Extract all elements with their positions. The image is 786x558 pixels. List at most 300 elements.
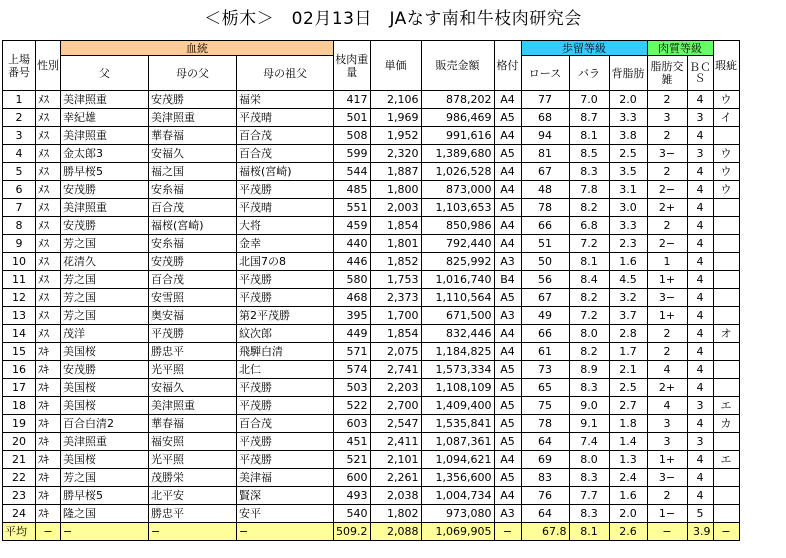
- cell-avg-sex: −: [36, 523, 61, 541]
- cell-mothers-grandfather: 百合茂: [237, 145, 334, 163]
- cell-avg-back-fat: 2.6: [609, 523, 647, 541]
- cell-bcs: 4: [687, 325, 713, 343]
- cell-loin: 67: [521, 289, 569, 307]
- cell-marbling: 2: [647, 325, 687, 343]
- cell-father: 花清久: [61, 253, 149, 271]
- cell-sales: 878,202: [421, 91, 494, 109]
- cell-rib: 8.0: [569, 451, 609, 469]
- cell-grade: A5: [494, 361, 521, 379]
- cell-bcs: 4: [687, 307, 713, 325]
- cell-defect: イ: [713, 109, 739, 127]
- cell-sales: 991,616: [421, 127, 494, 145]
- cell-marbling: 2: [647, 217, 687, 235]
- cell-loin: 75: [521, 397, 569, 415]
- cell-grade: A4: [494, 217, 521, 235]
- cell-loin: 49: [521, 307, 569, 325]
- table-row: [3, 109, 740, 127]
- cell-rib: 7.7: [569, 487, 609, 505]
- cell-bcs: 4: [687, 361, 713, 379]
- cell-sex: ﾒｽ: [36, 217, 61, 235]
- cell-father: 勝早桜5: [61, 487, 149, 505]
- page-title: ＜栃木＞ 02月13日 JAなす南和牛枝肉研究会: [204, 9, 582, 29]
- cell-grade: A5: [494, 289, 521, 307]
- cell-father: 美津照重: [61, 127, 149, 145]
- cell-weight: 544: [334, 163, 371, 181]
- cell-lot-no: 8: [3, 217, 36, 235]
- cell-mothers-father: 福桜(宮崎): [149, 217, 237, 235]
- cell-weight: 599: [334, 145, 371, 163]
- cell-bcs: 4: [687, 451, 713, 469]
- cell-marbling: 3: [647, 433, 687, 451]
- cell-defect: [713, 127, 739, 145]
- cell-bcs: 4: [687, 235, 713, 253]
- cell-bcs: 4: [687, 487, 713, 505]
- cell-mothers-grandfather: 美津福: [237, 469, 334, 487]
- cell-defect: [713, 361, 739, 379]
- cell-unit-price: 2,741: [370, 361, 421, 379]
- cell-sales: 1,094,621: [421, 451, 494, 469]
- cell-sex: ｽｷ: [36, 343, 61, 361]
- cell-lot-no: 23: [3, 487, 36, 505]
- cell-grade: A5: [494, 379, 521, 397]
- cell-mothers-father: 光平照: [149, 361, 237, 379]
- cell-father: 美津照重: [61, 91, 149, 109]
- cell-lot-no: 21: [3, 451, 36, 469]
- cell-rib: 7.4: [569, 433, 609, 451]
- cell-rib: 8.4: [569, 271, 609, 289]
- cell-mothers-father: 福之国: [149, 163, 237, 181]
- cell-rib: 7.0: [569, 91, 609, 109]
- cell-grade: B4: [494, 271, 521, 289]
- table-row: [3, 235, 740, 253]
- cell-back-fat: 2.5: [609, 145, 647, 163]
- cell-bcs: 3: [687, 109, 713, 127]
- cell-sex: ｽｷ: [36, 415, 61, 433]
- cell-mothers-father: 安糸福: [149, 181, 237, 199]
- cell-avg-unit-price: 2,088: [370, 523, 421, 541]
- cell-sales: 986,469: [421, 109, 494, 127]
- cell-rib: 6.8: [569, 217, 609, 235]
- table-row: [3, 127, 740, 145]
- cell-marbling: 3−: [647, 469, 687, 487]
- cell-avg-mothers-father: −: [149, 523, 237, 541]
- cell-marbling: 2: [647, 163, 687, 181]
- cell-marbling: 2: [647, 343, 687, 361]
- table-row: [3, 451, 740, 469]
- cell-sales: 825,992: [421, 253, 494, 271]
- table-row: [3, 415, 740, 433]
- cell-defect: ウ: [713, 145, 739, 163]
- average-row: [3, 523, 740, 541]
- table-row: [3, 433, 740, 451]
- cell-rib: 8.7: [569, 109, 609, 127]
- cell-defect: [713, 487, 739, 505]
- cell-sales: 1,026,528: [421, 163, 494, 181]
- cell-unit-price: 2,075: [370, 343, 421, 361]
- cell-sales: 1,535,841: [421, 415, 494, 433]
- cell-sales: 1,573,334: [421, 361, 494, 379]
- cell-unit-price: 2,320: [370, 145, 421, 163]
- cell-rib: 8.1: [569, 253, 609, 271]
- cell-unit-price: 1,753: [370, 271, 421, 289]
- cell-loin: 76: [521, 487, 569, 505]
- cell-marbling: 1+: [647, 307, 687, 325]
- header-marbling: 脂肪交雑: [647, 56, 687, 91]
- cell-bcs: 4: [687, 253, 713, 271]
- table-row: [3, 199, 740, 217]
- cell-loin: 77: [521, 91, 569, 109]
- cell-bcs: 4: [687, 415, 713, 433]
- cell-grade: A4: [494, 181, 521, 199]
- cell-loin: 51: [521, 235, 569, 253]
- cell-grade: A4: [494, 127, 521, 145]
- cell-mothers-father: 安雪照: [149, 289, 237, 307]
- cell-weight: 540: [334, 505, 371, 523]
- header-sales: 販売金額: [421, 41, 494, 91]
- cell-grade: A5: [494, 469, 521, 487]
- cell-mothers-father: 勝忠平: [149, 505, 237, 523]
- cell-defect: [713, 289, 739, 307]
- cell-sex: ﾒｽ: [36, 235, 61, 253]
- cell-mothers-father: 安福久: [149, 145, 237, 163]
- cell-father: 金太郎3: [61, 145, 149, 163]
- cell-father: 安茂勝: [61, 217, 149, 235]
- cell-marbling: 4: [647, 397, 687, 415]
- cell-back-fat: 3.8: [609, 127, 647, 145]
- cell-rib: 7.2: [569, 307, 609, 325]
- cell-grade: A4: [494, 487, 521, 505]
- cell-lot-no: 9: [3, 235, 36, 253]
- cell-avg-defect: −: [713, 523, 739, 541]
- header-weight: 枝肉重量: [334, 41, 371, 91]
- cell-weight: 571: [334, 343, 371, 361]
- cell-lot-no: 11: [3, 271, 36, 289]
- cell-lot-no: 15: [3, 343, 36, 361]
- cell-mothers-father: 百合茂: [149, 199, 237, 217]
- cell-grade: A4: [494, 325, 521, 343]
- cell-grade: A4: [494, 343, 521, 361]
- cell-unit-price: 1,969: [370, 109, 421, 127]
- cell-mothers-father: 美津照重: [149, 397, 237, 415]
- cell-back-fat: 2.0: [609, 505, 647, 523]
- cell-avg-father: −: [61, 523, 149, 541]
- cell-unit-price: 1,801: [370, 235, 421, 253]
- cell-lot-no: 16: [3, 361, 36, 379]
- cell-loin: 64: [521, 505, 569, 523]
- cell-weight: 508: [334, 127, 371, 145]
- cell-father: 勝早桜5: [61, 163, 149, 181]
- cell-defect: エ: [713, 451, 739, 469]
- cell-defect: エ: [713, 397, 739, 415]
- cell-marbling: 3−: [647, 289, 687, 307]
- cell-grade: A4: [494, 91, 521, 109]
- cell-bcs: 4: [687, 469, 713, 487]
- cell-weight: 503: [334, 379, 371, 397]
- cell-mothers-father: 安茂勝: [149, 91, 237, 109]
- cell-lot-no: 24: [3, 505, 36, 523]
- table-row: [3, 487, 740, 505]
- cell-loin: 67: [521, 163, 569, 181]
- cell-father: 芳之国: [61, 307, 149, 325]
- cell-defect: [713, 199, 739, 217]
- table-row: [3, 181, 740, 199]
- cell-sex: ﾒｽ: [36, 289, 61, 307]
- cell-father: 芳之国: [61, 271, 149, 289]
- cell-mothers-grandfather: 平茂勝: [237, 379, 334, 397]
- cell-bcs: 4: [687, 289, 713, 307]
- cell-bcs: 4: [687, 343, 713, 361]
- cell-back-fat: 3.0: [609, 199, 647, 217]
- cell-weight: 451: [334, 433, 371, 451]
- cell-bcs: 4: [687, 127, 713, 145]
- cell-lot-no: 6: [3, 181, 36, 199]
- cell-mothers-grandfather: 平茂勝: [237, 271, 334, 289]
- cell-lot-no: 5: [3, 163, 36, 181]
- cell-mothers-father: 平茂勝: [149, 325, 237, 343]
- cell-sales: 1,087,361: [421, 433, 494, 451]
- cell-unit-price: 1,700: [370, 307, 421, 325]
- cell-sales: 832,446: [421, 325, 494, 343]
- cell-back-fat: 2.4: [609, 469, 647, 487]
- cell-sales: 792,440: [421, 235, 494, 253]
- cell-unit-price: 1,952: [370, 127, 421, 145]
- header-mothers-father: 母の父: [149, 56, 237, 91]
- cell-mothers-grandfather: 平茂晴: [237, 199, 334, 217]
- cell-rib: 8.3: [569, 163, 609, 181]
- cell-unit-price: 2,038: [370, 487, 421, 505]
- cell-defect: ウ: [713, 91, 739, 109]
- cell-lot-no: 3: [3, 127, 36, 145]
- cell-back-fat: 1.7: [609, 343, 647, 361]
- cell-sales: 1,389,680: [421, 145, 494, 163]
- cell-sex: ﾒｽ: [36, 325, 61, 343]
- cell-lot-no: 22: [3, 469, 36, 487]
- cell-defect: ウ: [713, 181, 739, 199]
- cell-loin: 69: [521, 451, 569, 469]
- cell-weight: 417: [334, 91, 371, 109]
- cell-defect: [713, 235, 739, 253]
- cell-mothers-grandfather: 第2平茂勝: [237, 307, 334, 325]
- cell-sales: 1,110,564: [421, 289, 494, 307]
- cell-loin: 73: [521, 361, 569, 379]
- cell-grade: A4: [494, 163, 521, 181]
- cell-mothers-father: 福安照: [149, 433, 237, 451]
- cell-sex: ｽｷ: [36, 505, 61, 523]
- cell-sex: ｽｷ: [36, 469, 61, 487]
- cell-grade: A5: [494, 397, 521, 415]
- cell-sex: ｽｷ: [36, 361, 61, 379]
- cell-sales: 1,004,734: [421, 487, 494, 505]
- cell-bcs: 3: [687, 145, 713, 163]
- cell-marbling: 1: [647, 253, 687, 271]
- cell-defect: [713, 379, 739, 397]
- cell-defect: ウ: [713, 163, 739, 181]
- table-row: [3, 505, 740, 523]
- cell-lot-no: 7: [3, 199, 36, 217]
- cell-loin: 66: [521, 217, 569, 235]
- cell-sales: 973,080: [421, 505, 494, 523]
- cell-marbling: 1−: [647, 505, 687, 523]
- cell-lot-no: 20: [3, 433, 36, 451]
- table-row: [3, 325, 740, 343]
- cell-defect: [713, 505, 739, 523]
- cell-unit-price: 1,802: [370, 505, 421, 523]
- cell-sex: ﾒｽ: [36, 91, 61, 109]
- cell-lot-no: 13: [3, 307, 36, 325]
- cell-mothers-grandfather: 平茂勝: [237, 433, 334, 451]
- cell-weight: 449: [334, 325, 371, 343]
- cell-sales: 1,184,825: [421, 343, 494, 361]
- cell-rib: 8.3: [569, 505, 609, 523]
- cell-father: 安茂勝: [61, 181, 149, 199]
- cell-loin: 81: [521, 145, 569, 163]
- cell-father: 百合白清2: [61, 415, 149, 433]
- cell-defect: [713, 469, 739, 487]
- cell-father: 美津照重: [61, 199, 149, 217]
- cell-marbling: 2: [647, 487, 687, 505]
- cell-grade: A4: [494, 235, 521, 253]
- cell-unit-price: 1,800: [370, 181, 421, 199]
- cell-marbling: 3: [647, 109, 687, 127]
- cell-marbling: 1+: [647, 451, 687, 469]
- cell-father: 美国桜: [61, 379, 149, 397]
- table-row: [3, 397, 740, 415]
- cell-sex: ｽｷ: [36, 451, 61, 469]
- cell-unit-price: 1,854: [370, 217, 421, 235]
- cell-weight: 395: [334, 307, 371, 325]
- cell-back-fat: 2.7: [609, 397, 647, 415]
- cell-sales: 1,409,400: [421, 397, 494, 415]
- header-loin: ロース: [521, 56, 569, 91]
- cell-rib: 7.2: [569, 235, 609, 253]
- cell-father: 美国桜: [61, 343, 149, 361]
- cell-marbling: 3: [647, 415, 687, 433]
- cell-bcs: 4: [687, 199, 713, 217]
- cell-back-fat: 2.5: [609, 379, 647, 397]
- cell-father: 芳之国: [61, 469, 149, 487]
- cell-lot-no: 2: [3, 109, 36, 127]
- cell-back-fat: 3.3: [609, 217, 647, 235]
- cell-weight: 468: [334, 289, 371, 307]
- cell-weight: 600: [334, 469, 371, 487]
- cell-weight: 521: [334, 451, 371, 469]
- cell-defect: [713, 271, 739, 289]
- header-grade: 格付: [494, 41, 521, 91]
- cell-back-fat: 3.1: [609, 181, 647, 199]
- cell-defect: [713, 343, 739, 361]
- cell-mothers-grandfather: 平茂勝: [237, 181, 334, 199]
- cell-weight: 522: [334, 397, 371, 415]
- cell-marbling: 3−: [647, 145, 687, 163]
- cell-sales: 671,500: [421, 307, 494, 325]
- cell-avg-marbling: −: [647, 523, 687, 541]
- cell-rib: 8.3: [569, 379, 609, 397]
- cell-weight: 493: [334, 487, 371, 505]
- cell-back-fat: 2.1: [609, 361, 647, 379]
- cell-mothers-grandfather: 大将: [237, 217, 334, 235]
- cell-rib: 7.8: [569, 181, 609, 199]
- cell-rib: 9.1: [569, 415, 609, 433]
- table-row: [3, 289, 740, 307]
- cell-back-fat: 3.3: [609, 109, 647, 127]
- cell-defect: [713, 253, 739, 271]
- cell-bcs: 4: [687, 271, 713, 289]
- cell-grade: A5: [494, 433, 521, 451]
- cell-bcs: 4: [687, 91, 713, 109]
- cell-grade: A3: [494, 253, 521, 271]
- cell-father: 芳之国: [61, 235, 149, 253]
- table-row: [3, 145, 740, 163]
- header-unit-price: 単価: [370, 41, 421, 91]
- cell-mothers-grandfather: 平茂勝: [237, 451, 334, 469]
- header-defect: 瑕疵: [713, 41, 739, 91]
- table-row: [3, 91, 740, 109]
- cell-sex: ｽｷ: [36, 379, 61, 397]
- cell-lot-no: 19: [3, 415, 36, 433]
- cell-loin: 83: [521, 469, 569, 487]
- cell-weight: 551: [334, 199, 371, 217]
- cell-back-fat: 1.3: [609, 451, 647, 469]
- cell-mothers-grandfather: 福桜(宮崎): [237, 163, 334, 181]
- cell-mothers-grandfather: 百合茂: [237, 415, 334, 433]
- cell-marbling: 2: [647, 91, 687, 109]
- cell-sex: ﾒｽ: [36, 199, 61, 217]
- cell-grade: A3: [494, 307, 521, 325]
- cell-unit-price: 2,700: [370, 397, 421, 415]
- cell-mothers-grandfather: 賢深: [237, 487, 334, 505]
- cell-bcs: 4: [687, 181, 713, 199]
- cell-rib: 8.9: [569, 361, 609, 379]
- table-row: [3, 469, 740, 487]
- cell-bcs: 4: [687, 379, 713, 397]
- table-row: [3, 361, 740, 379]
- cell-rib: 8.2: [569, 199, 609, 217]
- cell-mothers-grandfather: 平茂勝: [237, 289, 334, 307]
- cell-defect: オ: [713, 325, 739, 343]
- cell-defect: [713, 307, 739, 325]
- cell-sex: ｽｷ: [36, 397, 61, 415]
- cell-mothers-father: 奥安福: [149, 307, 237, 325]
- table-row: [3, 253, 740, 271]
- cell-defect: [713, 217, 739, 235]
- cell-father: 幸紀雄: [61, 109, 149, 127]
- cell-loin: 50: [521, 253, 569, 271]
- cell-rib: 8.1: [569, 127, 609, 145]
- cell-back-fat: 1.6: [609, 487, 647, 505]
- header-rib: バラ: [569, 56, 609, 91]
- cell-bcs: 3: [687, 433, 713, 451]
- header-back-fat: 背脂肪: [609, 56, 647, 91]
- cell-mothers-father: 安茂勝: [149, 253, 237, 271]
- cell-father: 安茂勝: [61, 361, 149, 379]
- cell-mothers-grandfather: 平茂晴: [237, 109, 334, 127]
- cell-lot-no: 10: [3, 253, 36, 271]
- table-row: [3, 217, 740, 235]
- cell-avg-mothers-grandfather: −: [237, 523, 334, 541]
- table-row: [3, 271, 740, 289]
- cell-back-fat: 1.8: [609, 415, 647, 433]
- cell-marbling: 2+: [647, 379, 687, 397]
- cell-lot-no: 1: [3, 91, 36, 109]
- header-mothers-grandfather: 母の祖父: [237, 56, 334, 91]
- cell-lot-no: 14: [3, 325, 36, 343]
- cell-sex: ﾒｽ: [36, 253, 61, 271]
- cell-mothers-grandfather: 北仁: [237, 361, 334, 379]
- cell-weight: 446: [334, 253, 371, 271]
- cell-bcs: 4: [687, 163, 713, 181]
- cell-back-fat: 3.5: [609, 163, 647, 181]
- cell-father: 美国桜: [61, 397, 149, 415]
